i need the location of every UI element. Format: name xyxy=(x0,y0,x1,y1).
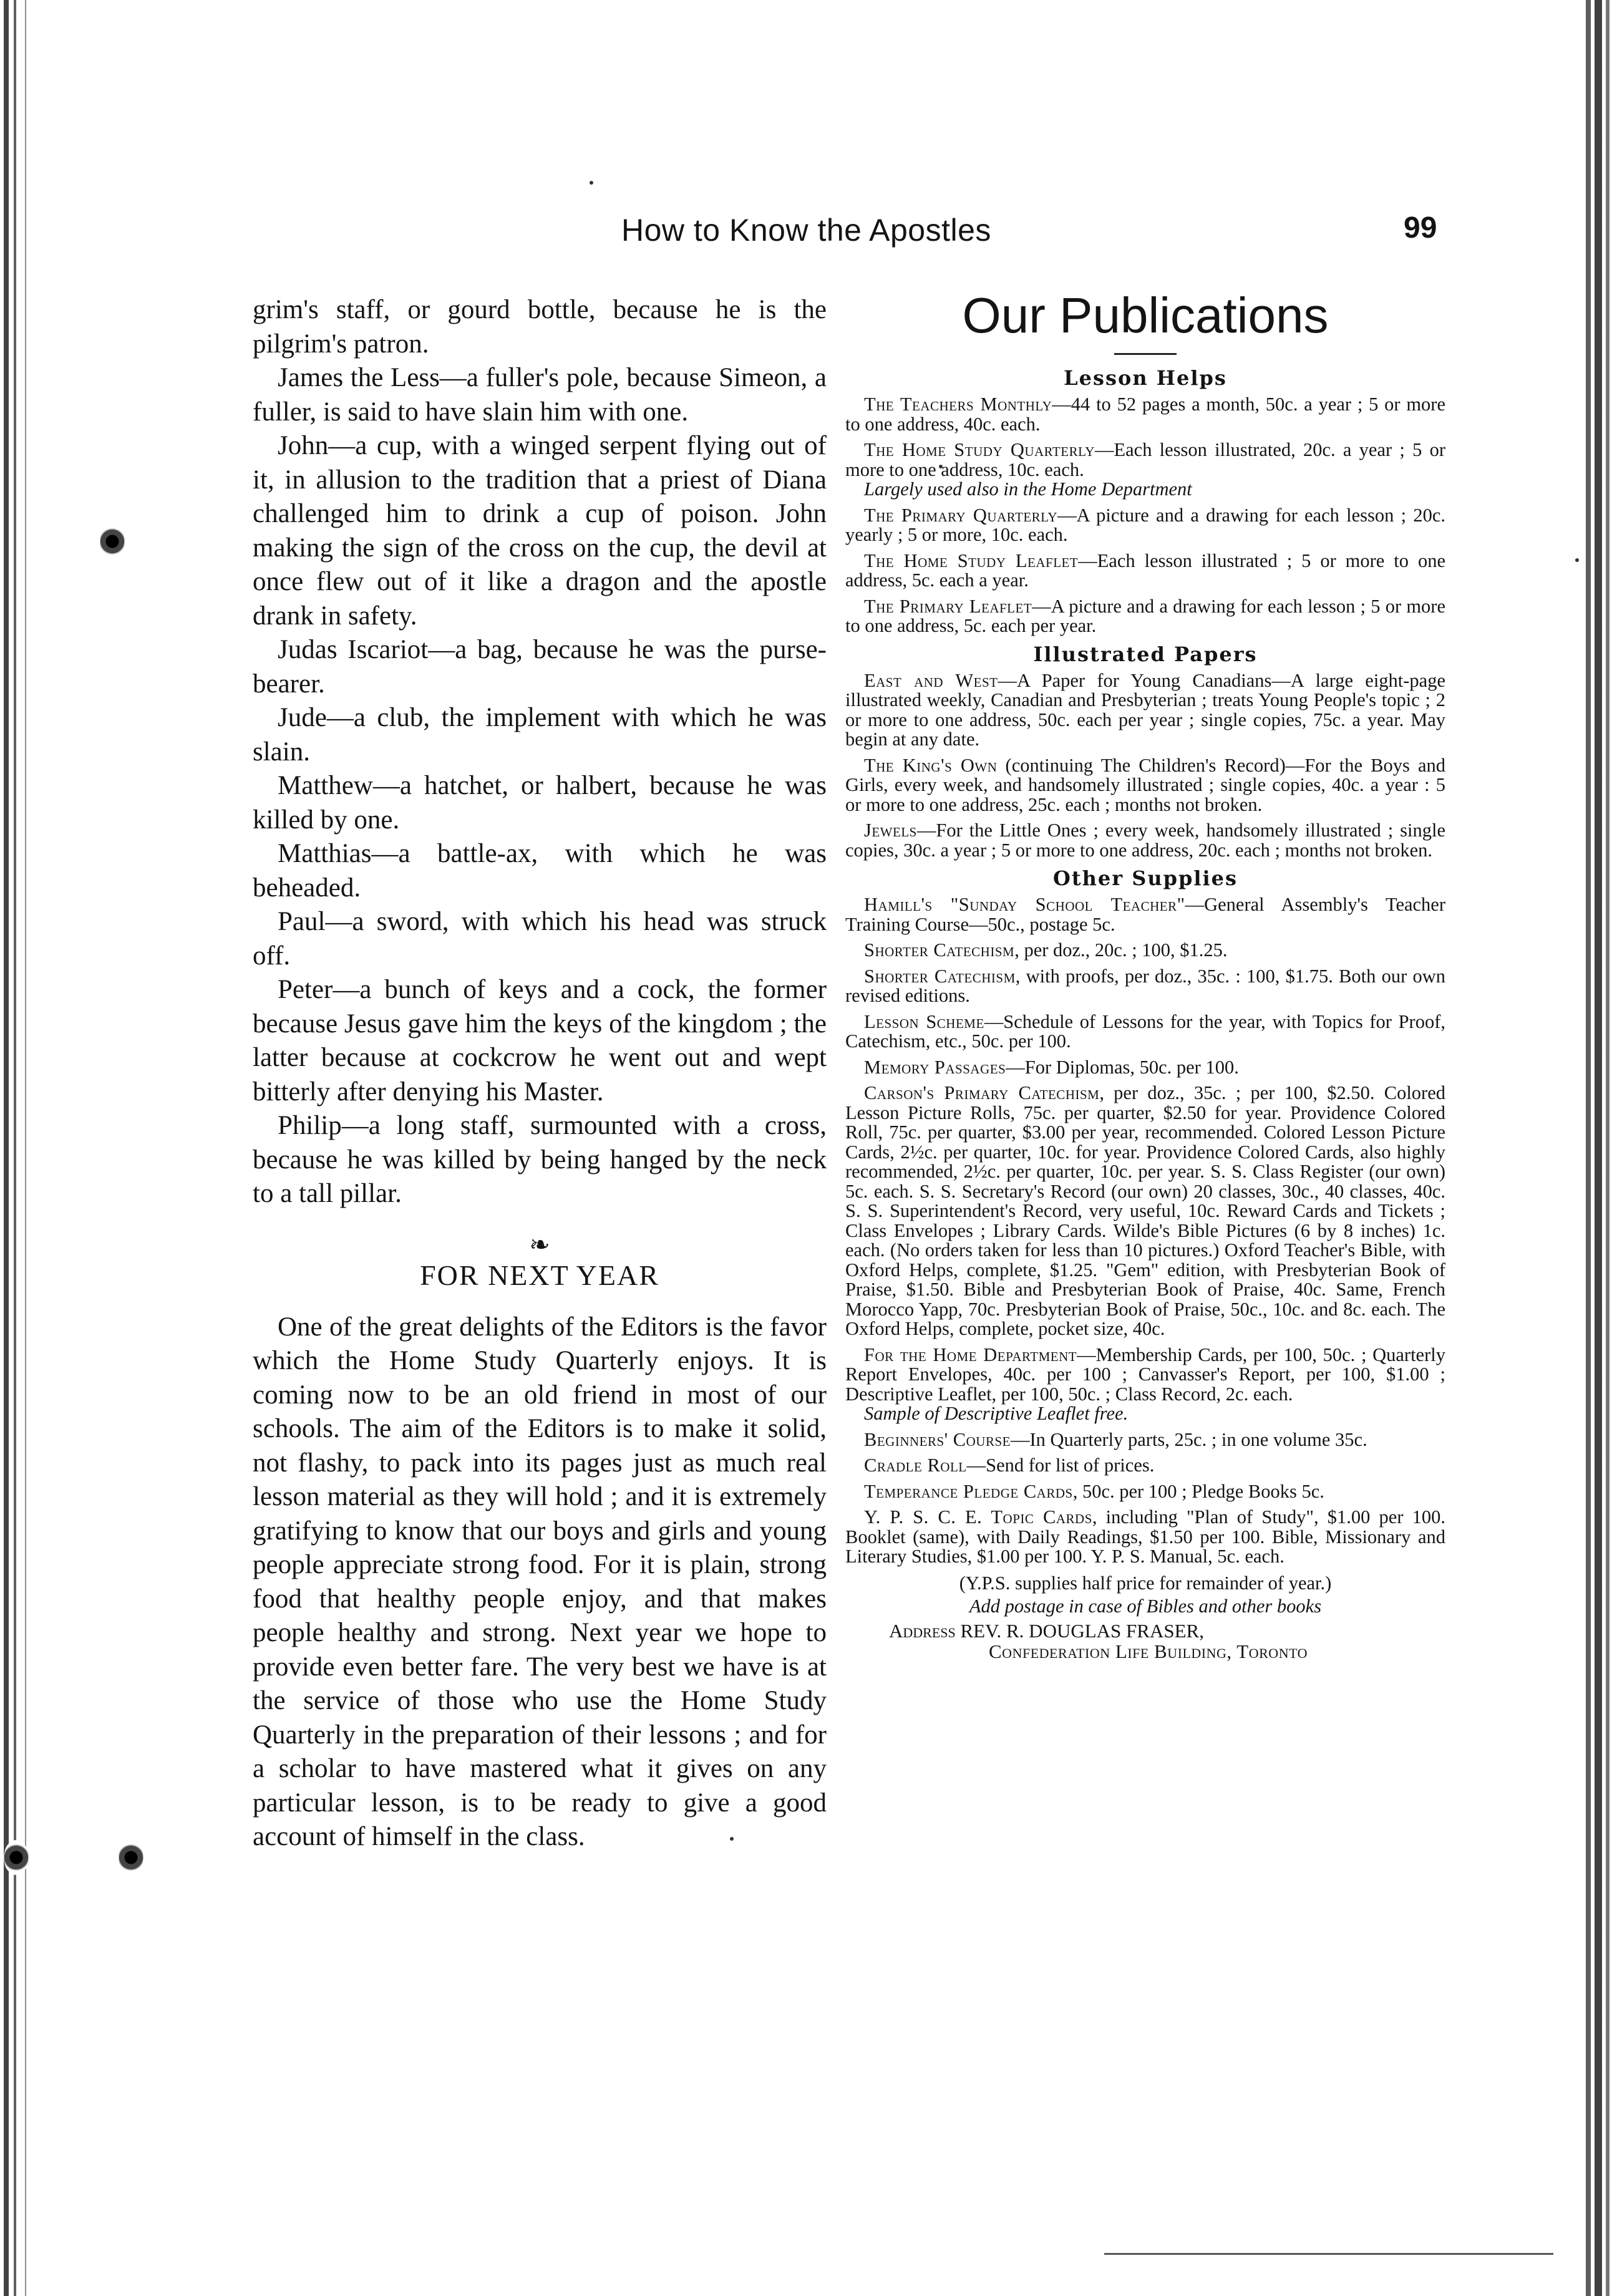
publication-entry xyxy=(845,941,1445,961)
left-column xyxy=(253,293,827,1854)
publication-name: Shorter Catechism xyxy=(864,965,1016,987)
binding-edge-right xyxy=(1581,0,1612,2296)
publication-name: Y. P. S. C. E. Topic Cards xyxy=(864,1506,1092,1528)
publication-entry xyxy=(845,440,1445,500)
publication-details: —Membership Cards, per 100, 50c. ; Quarterly Report Envelopes, 40c. per 100 ; Canvasser's Report, per 100, $1.00 ; Descriptive Leaflet, per 100, 50c. ; Class Record, 2c. each. xyxy=(845,1344,1445,1405)
section-subheading: Illustrated Papers xyxy=(1033,642,1258,666)
publication-name: The Primary Leaflet xyxy=(864,595,1032,617)
publication-entry xyxy=(845,1058,1445,1078)
publication-name: The Primary Quarterly xyxy=(864,504,1058,526)
paragraph: Jude—a club, the implement with which he was slain. xyxy=(253,703,827,767)
publication-entry xyxy=(845,671,1445,750)
publication-entry xyxy=(845,1456,1445,1476)
title-rule xyxy=(1114,353,1177,355)
page-number: 99 xyxy=(1404,211,1437,245)
publication-entry xyxy=(845,1012,1445,1052)
publication-details: , 50c. per 100 ; Pledge Books 5c. xyxy=(1072,1480,1324,1502)
publication-entry xyxy=(845,1430,1445,1450)
publication-details: —In Quarterly parts, 25c. ; in one volume 35c. xyxy=(1010,1428,1367,1450)
publication-details: —General Assembly's Teacher Training Course—50c., postage 5c. xyxy=(845,894,1445,935)
publication-details: , per doz., 20c. ; 100, $1.25. xyxy=(1014,939,1228,961)
binding-hole-icon xyxy=(100,524,125,559)
supplies-note: (Y.P.S. supplies half price for remainder of year.) xyxy=(959,1572,1332,1594)
publication-details: —Send for list of prices. xyxy=(966,1455,1155,1476)
publication-name: Cradle Roll xyxy=(864,1455,967,1476)
publication-name: Hamill's "Sunday School Teacher" xyxy=(864,894,1185,915)
publication-name: Memory Passages xyxy=(864,1056,1006,1078)
scan-speck xyxy=(590,181,593,185)
publication-name: Beginners' Course xyxy=(864,1428,1011,1450)
publication-details: , per doz., 35c. ; per 100, $2.50. Colored Lesson Picture Rolls, 75c. per quarter, $2.50 for year. Providence Colored Roll, 75c. per quarter, $3.00 per year, recommended. Colored Lesson Picture Cards, 2½c. per quarter, 10c. for year. Providence Colored Cards, also highly recommended, 2½c. per quarter, 10c. per year. S. S. Class Register (our own) 5c. each. S. S. Secretary's Record (our own) 20 classes, 30c., 40 classes, 40c. S. S. Superintendent's Record, very useful, 10c. Reward Cards and Tickets ; Class Envelopes ; Library Cards. Wilde's Bible Pictures (6 by 8 inches) 1c. each. (No orders taken for less than 10 pictures.) Oxford Teacher's Bible, with Oxford Helps, complete, $1.25. "Gem" edition, with Presbyterian Book of Praise, $1.50. Bible and Presbyterian Book of Praise, 40c. Same, French Morocco Yapp, 70c. Presbyterian Book of Praise, 50c., 10c. and 8c. each. The Oxford Helps, complete, pocket size, 40c. xyxy=(845,1082,1445,1339)
address-line: Confederation Life Building, Toronto xyxy=(989,1640,1308,1662)
publication-details: —A picture and a drawing for each lesson ; 20c. yearly ; 5 or more, 10c. each. xyxy=(845,504,1445,545)
publication-details: —A Paper for Young Canadians—A large eight-page illustrated weekly, Canadian and Presbyterian ; treats Young People's topic ; 2 or more to one address, 50c. each per year ; single copies, 75c. a year. May begin at any date. xyxy=(845,669,1445,750)
publication-name: Lesson Scheme xyxy=(864,1010,984,1032)
publication-name: The Teachers Monthly xyxy=(864,394,1052,415)
right-column xyxy=(845,287,1445,1662)
binding-hole-icon xyxy=(119,1840,143,1875)
publication-name: Shorter Catechism xyxy=(864,939,1015,961)
publication-name: The Home Study Leaflet xyxy=(864,550,1079,571)
publication-name: Jewels xyxy=(864,820,917,841)
section-subheading: Other Supplies xyxy=(1052,866,1238,890)
section-heading: FOR NEXT YEAR xyxy=(420,1259,659,1291)
publication-name: The Home Study Quarterly xyxy=(864,439,1095,460)
publication-details: —Each lesson illustrated, 20c. a year ; 5 or more to one address, 10c. each. xyxy=(845,439,1445,480)
publication-details: —Schedule of Lessons for the year, with Topics for Proof, Catechism, etc., 50c. per 100. xyxy=(845,1010,1445,1052)
publication-name: Temperance Pledge Cards xyxy=(864,1480,1073,1502)
publication-note: Sample of Descriptive Leaflet free. xyxy=(864,1403,1129,1424)
publication-entry xyxy=(845,597,1445,636)
publication-details: , including "Plan of Study", $1.00 per 100. Booklet (same), with Daily Readings, $1.50 per 100. Bible, Missionary and Literary Studies, $1.00 per 100. Y. P. S. Manual, 5c. each. xyxy=(845,1506,1445,1567)
publication-entry xyxy=(845,395,1445,434)
publication-entry xyxy=(845,1345,1445,1424)
running-head: How to Know the Apostles xyxy=(621,213,991,248)
publication-entry xyxy=(845,506,1445,545)
paragraph: Paul—a sword, with which his head was struck off. xyxy=(253,907,827,971)
publication-entry xyxy=(845,1482,1445,1502)
article-for-next-year xyxy=(253,1310,827,1854)
publications-title: Our Publications xyxy=(962,288,1329,343)
bottom-rule xyxy=(1104,2253,1553,2255)
paragraph: James the Less—a fuller's pole, because Simeon, a fuller, is said to have slain him with one. xyxy=(253,363,827,427)
address-block xyxy=(889,1620,1445,1662)
scan-speck xyxy=(1575,558,1579,562)
paragraph: Matthias—a battle-ax, with which he was beheaded. xyxy=(253,839,827,903)
paragraph: grim's staff, or gourd bottle, because he is the pilgrim's patron. xyxy=(253,295,827,359)
publication-sections xyxy=(845,366,1445,1567)
paragraph: Matthew—a hatchet, or halbert, because he was killed by one. xyxy=(253,771,827,835)
publication-name: The King's Own xyxy=(864,754,998,776)
publication-details: —Each lesson illustrated ; 5 or more to one address, 5c. each a year. xyxy=(845,550,1445,591)
publication-details: —44 to 52 pages a month, 50c. a year ; 5 or more to one address, 40c. each. xyxy=(845,394,1445,435)
ornament-icon: ❧ xyxy=(529,1230,550,1259)
address-name: REV. R. DOUGLAS FRASER, xyxy=(960,1619,1204,1642)
publication-details: —For the Little Ones ; every week, handsomely illustrated ; single copies, 30c. a year ; 5 or more to one address, 20c. each ; months not broken. xyxy=(845,820,1445,861)
publication-details: , with proofs, per doz., 35c. : 100, $1.75. Both our own revised editions. xyxy=(845,965,1446,1006)
paragraph: Philip—a long staff, surmounted with a cross, because he was killed by being hanged by the neck to a tall pillar. xyxy=(253,1111,827,1208)
binding-edge-left xyxy=(0,0,50,2296)
publication-entry xyxy=(845,756,1445,815)
address-label: Address xyxy=(889,1619,956,1642)
postage-note: Add postage in case of Bibles and other books xyxy=(969,1595,1322,1617)
publication-entry xyxy=(845,1508,1445,1567)
publication-note: Largely used also in the Home Department xyxy=(864,478,1192,500)
publication-details: —A picture and a drawing for each lesson ; 5 or more to one address, 5c. each per year. xyxy=(845,595,1445,636)
binding-hole-icon xyxy=(4,1840,29,1875)
publication-entry xyxy=(845,821,1445,860)
publication-entry xyxy=(845,551,1445,591)
publication-entry xyxy=(845,967,1445,1006)
paragraph: Peter—a bunch of keys and a cock, the former because Jesus gave him the keys of the kingdom ; the latter because at cockcrow he went out and wept bitterly after denying his Master. xyxy=(253,975,827,1107)
publication-name: For the Home Department xyxy=(864,1344,1077,1365)
publication-name: Carson's Primary Catechism xyxy=(864,1082,1100,1103)
publication-entry xyxy=(845,1083,1445,1339)
publication-details: —For Diplomas, 50c. per 100. xyxy=(1006,1056,1239,1078)
publication-entry xyxy=(845,895,1445,934)
publication-details: (continuing The Children's Record)—For the Boys and Girls, every week, and handsomely illustrated ; single copies, 40c. a year : 5 or more to one address, 25c. each ; months not broken. xyxy=(845,754,1445,815)
paragraph: One of the great delights of the Editors is the favor which the Home Study Quarterly enjoys. It is coming now to be an old friend in most of our schools. The aim of the Editors is to make it solid, not flashy, to pack into its pages just as much real lesson material as they will hold ; and it is extremely gratifying to know that our boys and girls and young people appreciate strong food. For it is plain, strong food that healthy people enjoy, and that makes people healthy and strong. Next year we hope to provide even better fare. The very best we have is at the service of those who use the Home Study Quarterly in the preparation of their lessons ; and for a scholar to have mastered what it gives on any particular lesson, is to be ready to give a good account of himself in the class. xyxy=(253,1312,827,1851)
publication-name: East and West xyxy=(864,669,998,691)
paragraph: Judas Iscariot—a bag, because he was the purse-bearer. xyxy=(253,635,827,699)
section-subheading: Lesson Helps xyxy=(1064,366,1227,390)
paragraph: John—a cup, with a winged serpent flying out of it, in allusion to the tradition that a priest of Diana challenged him to drink a cup of poison. John making the sign of the cross on the cup, the devil at once flew out of it like a dragon and the apostle drank in safety. xyxy=(253,431,827,631)
article-continuation xyxy=(253,293,827,1211)
